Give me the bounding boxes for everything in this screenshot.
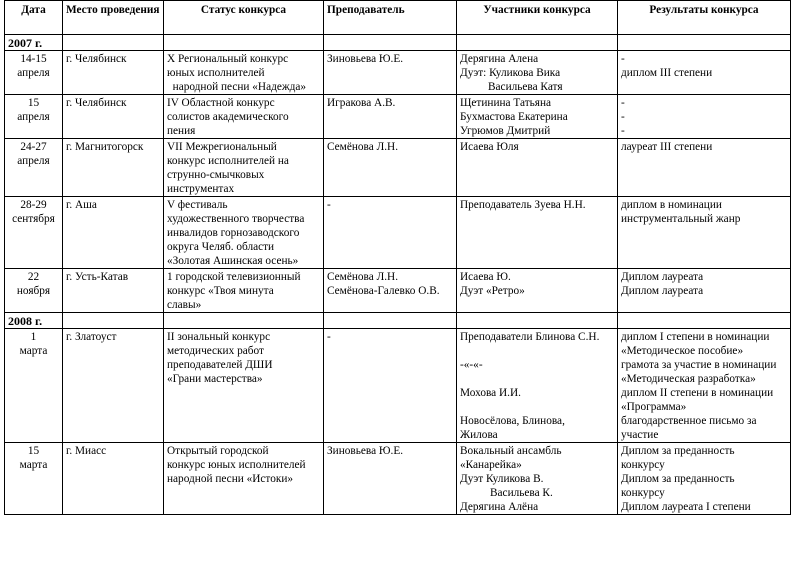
status-line: славы» [167,299,202,311]
year-row-empty-cell [618,35,791,51]
status-cell [164,329,324,443]
year-label: 2008 г. [5,313,63,329]
date-cell [5,51,63,95]
status-line: конкурс «Твоя минута [167,285,274,297]
status-line: округа Челяб. области [167,241,275,253]
result-line: - [621,97,625,109]
status-cell [164,269,324,313]
participant-line: «Канарейка» [460,459,522,471]
status-line: II зональный конкурс [167,331,271,343]
status-line: X Региональный конкурс [167,53,289,65]
status-line: преподавателей ДШИ [167,359,273,371]
participant-line: Дуэт «Ретро» [460,285,525,297]
header-row [5,1,791,35]
result-line: инструментальный жанр [621,213,741,225]
place-cell: г. Аша [63,197,164,269]
participant-line: Вокальный ансамбль [460,445,562,457]
date-cell [5,95,63,139]
competitions-table [4,0,791,515]
year-row-empty-cell [63,35,164,51]
result-line: диплом III степени [621,67,713,79]
year-row-empty-cell [457,313,618,329]
status-line: пения [167,125,196,137]
teacher-name: Семёнова Л.Н. [327,271,399,283]
participant-line: Исаева Юля [460,141,519,153]
teacher-name: Семёнова-Галевко О.В. [327,285,440,297]
status-line: инструментах [167,183,235,195]
participants-cell [457,329,618,443]
header-date: Дата [5,1,63,35]
teacher-name: - [327,199,331,211]
result-line: грамота за участие в номинации [621,359,777,371]
date-days: 24-27 [20,141,47,153]
status-line: народной песни «Истоки» [167,473,294,485]
teacher-cell [324,329,457,443]
year-row-empty-cell [63,313,164,329]
results-cell [618,95,791,139]
result-line: Диплом за преданность [621,445,735,457]
participant-spacer [460,400,614,414]
date-cell [5,269,63,313]
status-line: VII Межрегиональный [167,141,277,153]
participants-cell [457,95,618,139]
status-line: методических работ [167,345,264,357]
status-cell [164,139,324,197]
table-row [5,95,791,139]
result-line: - [621,53,625,65]
teacher-cell [324,139,457,197]
status-line: конкурс юных исполнителей [167,459,306,471]
date-days: 15 [27,97,40,109]
teacher-name: Игракова А.В. [327,97,396,109]
year-row-empty-cell [324,35,457,51]
table-row [5,269,791,313]
teacher-cell [324,269,457,313]
header-participants: Участники конкурса [457,1,618,35]
date-month: сентября [12,213,55,225]
date-month: ноября [16,285,51,297]
date-month: марта [19,459,48,471]
status-line: V фестиваль [167,199,228,211]
place-cell: г. Усть-Катав [63,269,164,313]
participant-line: Преподаватели Блинова С.Н. [460,331,600,343]
result-line: «Программа» [621,401,687,413]
place-cell: г. Челябинск [63,95,164,139]
participant-line: Новосёлова, Блинова, [460,415,565,427]
participant-line: Дуэт Куликова В. [460,473,544,485]
teacher-cell [324,197,457,269]
status-line: «Золотая Ашинская осень» [167,255,299,267]
participant-line: Преподаватель Зуева Н.Н. [460,199,586,211]
participant-line: Исаева Ю. [460,271,511,283]
date-days: 1 [30,331,37,343]
result-line: Диплом лауреата [621,285,704,297]
status-line: конкурс исполнителей на [167,155,289,167]
participant-line: Васильева К. [490,487,553,499]
table-row [5,443,791,515]
year-row-empty-cell [457,35,618,51]
participant-line: Бухмастова Екатерина [460,111,568,123]
place-cell: г. Челябинск [63,51,164,95]
participant-line: Дерягина Алена [460,53,539,65]
status-line: струнно-смычковых [167,169,265,181]
results-cell [618,269,791,313]
teacher-cell [324,443,457,515]
teacher-cell [324,51,457,95]
results-cell [618,443,791,515]
table-row [5,329,791,443]
status-line: художественного творчества [167,213,305,225]
result-line: «Методическое пособие» [621,345,744,357]
status-cell [164,95,324,139]
status-cell [164,197,324,269]
date-days: 15 [27,445,40,457]
teacher-name: Зиновьева Ю.Е. [327,445,404,457]
year-label: 2007 г. [5,35,63,51]
result-line: - [621,125,625,137]
result-line: Диплом лауреата I степени [621,501,751,513]
header-teacher: Преподаватель [324,1,457,35]
date-days: 14-15 [20,53,47,65]
year-row [5,35,791,51]
date-days: 28-29 [20,199,47,211]
results-cell [618,51,791,95]
teacher-name: Семёнова Л.Н. [327,141,399,153]
participant-line: Щетинина Татьяна [460,97,552,109]
date-month: апреля [17,67,50,79]
result-line: лауреат III степени [621,141,713,153]
status-line: народной песни «Надежда» [167,81,307,93]
date-month: марта [19,345,48,357]
table-row [5,197,791,269]
participant-line: Дуэт: Куликова Вика [460,67,561,79]
participant-line: -«-«- [460,359,483,371]
document-page [4,0,790,515]
results-cell [618,139,791,197]
participant-line: Мохова И.И. [460,387,521,399]
teacher-name: Зиновьева Ю.Е. [327,53,404,65]
year-row-empty-cell [164,313,324,329]
table-row [5,51,791,95]
status-cell [164,443,324,515]
participant-line: Васильева Катя [488,81,563,93]
participants-cell [457,269,618,313]
result-line: диплом в номинации [621,199,722,211]
place-cell: г. Златоуст [63,329,164,443]
date-days: 22 [27,271,40,283]
status-line: 1 городской телевизионный [167,271,301,283]
date-cell [5,443,63,515]
place-cell: г. Миасс [63,443,164,515]
participants-cell [457,139,618,197]
result-line: Диплом лауреата [621,271,704,283]
result-line: диплом II степени в номинации [621,387,774,399]
date-cell [5,197,63,269]
status-line: солистов академического [167,111,289,123]
result-line: Диплом за преданность [621,473,735,485]
status-line: инвалидов горнозаводского [167,227,300,239]
result-line: - [621,111,625,123]
participant-spacer [460,344,614,358]
result-line: диплом I степени в номинации [621,331,770,343]
date-cell [5,139,63,197]
year-row-empty-cell [324,313,457,329]
participant-line: Дерягина Алёна [460,501,539,513]
result-line: благодарственное письмо за [621,415,757,427]
year-row [5,313,791,329]
date-month: апреля [17,155,50,167]
header-status: Статус конкурса [164,1,324,35]
participants-cell [457,443,618,515]
date-cell [5,329,63,443]
participant-spacer [460,372,614,386]
date-month: апреля [17,111,50,123]
result-line: конкурсу [621,459,665,471]
results-cell [618,197,791,269]
status-line: IV Областной конкурс [167,97,275,109]
year-row-empty-cell [618,313,791,329]
place-cell: г. Магнитогорск [63,139,164,197]
teacher-name: - [327,331,331,343]
result-line: «Методическая разработка» [621,373,756,385]
table-row [5,139,791,197]
participant-line: Жилова [460,429,498,441]
result-line: участие [621,429,659,441]
status-line: Открытый городской [167,445,269,457]
result-line: конкурсу [621,487,665,499]
header-results: Результаты конкурса [618,1,791,35]
teacher-cell [324,95,457,139]
status-cell [164,51,324,95]
results-cell [618,329,791,443]
participants-cell [457,51,618,95]
participants-cell [457,197,618,269]
status-line: «Грани мастерства» [167,373,263,385]
year-row-empty-cell [164,35,324,51]
header-place: Место проведения [63,1,164,35]
status-line: юных исполнителей [167,67,265,79]
participant-line: Угрюмов Дмитрий [460,125,551,137]
